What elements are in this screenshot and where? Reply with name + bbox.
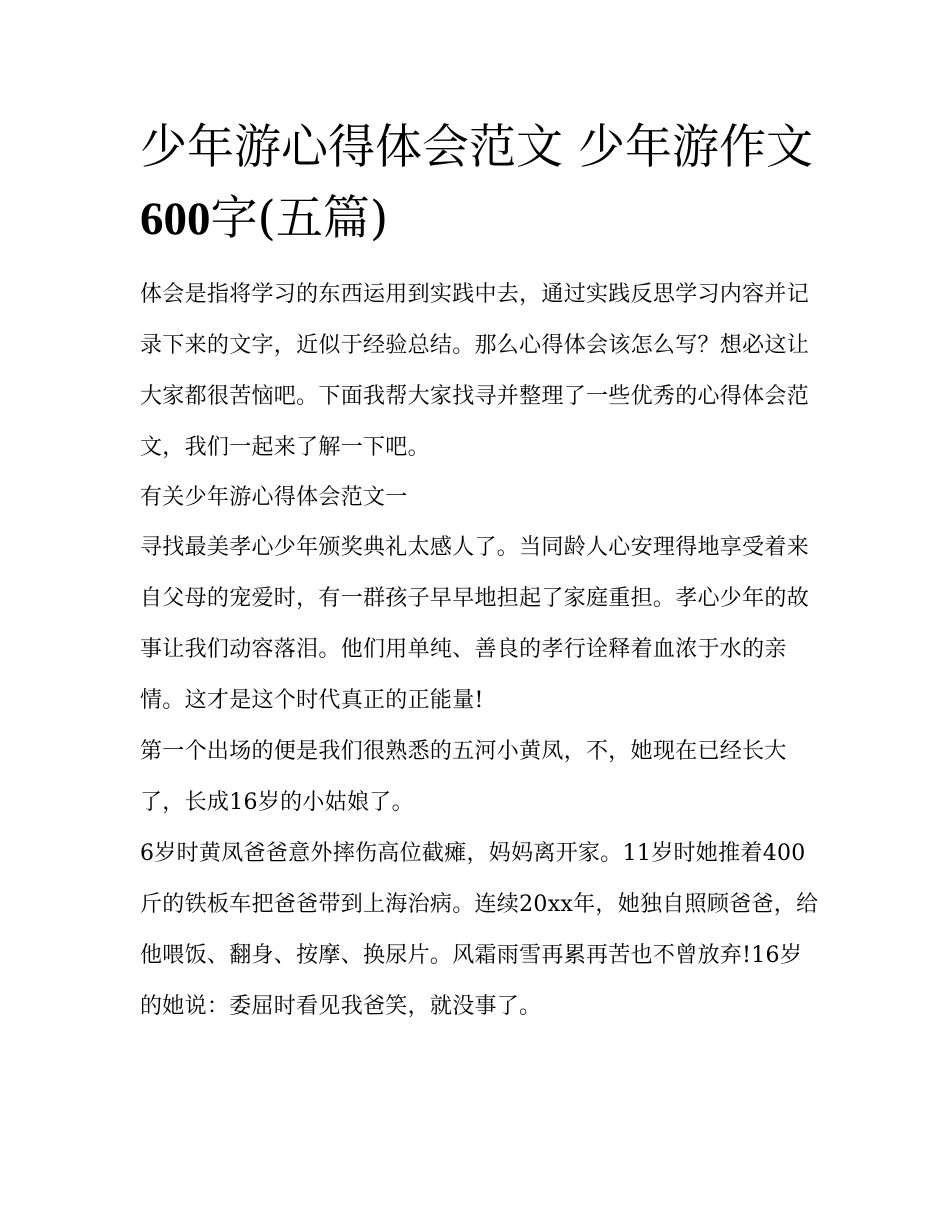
section-heading: 有关少年游心得体会范文一 — [140, 485, 408, 510]
title-text-part2: 字(五篇) — [210, 191, 389, 246]
body-paragraph: 6岁时黄凤爸爸意外摔伤高位截瘫，妈妈离开家。11岁时她推着400斤的铁板车把爸爸带到上海治病。连续20xx年，她独自照顾爸爸，给他喂饭、翻身、按摩、换尿片。风霜雨雪再累再苦也不曾放弃!16岁的她说：委屈时看见我爸笑，就没事了。 — [140, 841, 819, 1019]
body-paragraph: 寻找最美孝心少年颁奖典礼太感人了。当同龄人心安理得地享受着来自父母的宠爱时，有一群孩子早早地担起了家庭重担。孝心少年的故事让我们动容落泪。他们用单纯、善良的孝行诠释着血浓于水的亲情。这才是这个时代真正的正能量! — [140, 535, 810, 713]
document-title — [140, 112, 820, 255]
document-page — [140, 112, 820, 1032]
body-paragraph: 第一个出场的便是我们很熟悉的五河小黄凤，不，她现在已经长大了，长成16岁的小姑娘了。 — [140, 739, 787, 815]
intro-paragraph: 体会是指将学习的东西运用到实践中去，通过实践反思学习内容并记录下来的文字，近似于经验总结。那么心得体会该怎么写？想必这让大家都很苦恼吧。下面我帮大家找寻并整理了一些优秀的心得体会范文，我们一起来了解一下吧。 — [140, 282, 810, 460]
title-text-part1: 少年游心得体会范文 少年游作文 — [140, 120, 813, 175]
document-body — [140, 269, 820, 1032]
title-number: 600 — [140, 193, 211, 245]
